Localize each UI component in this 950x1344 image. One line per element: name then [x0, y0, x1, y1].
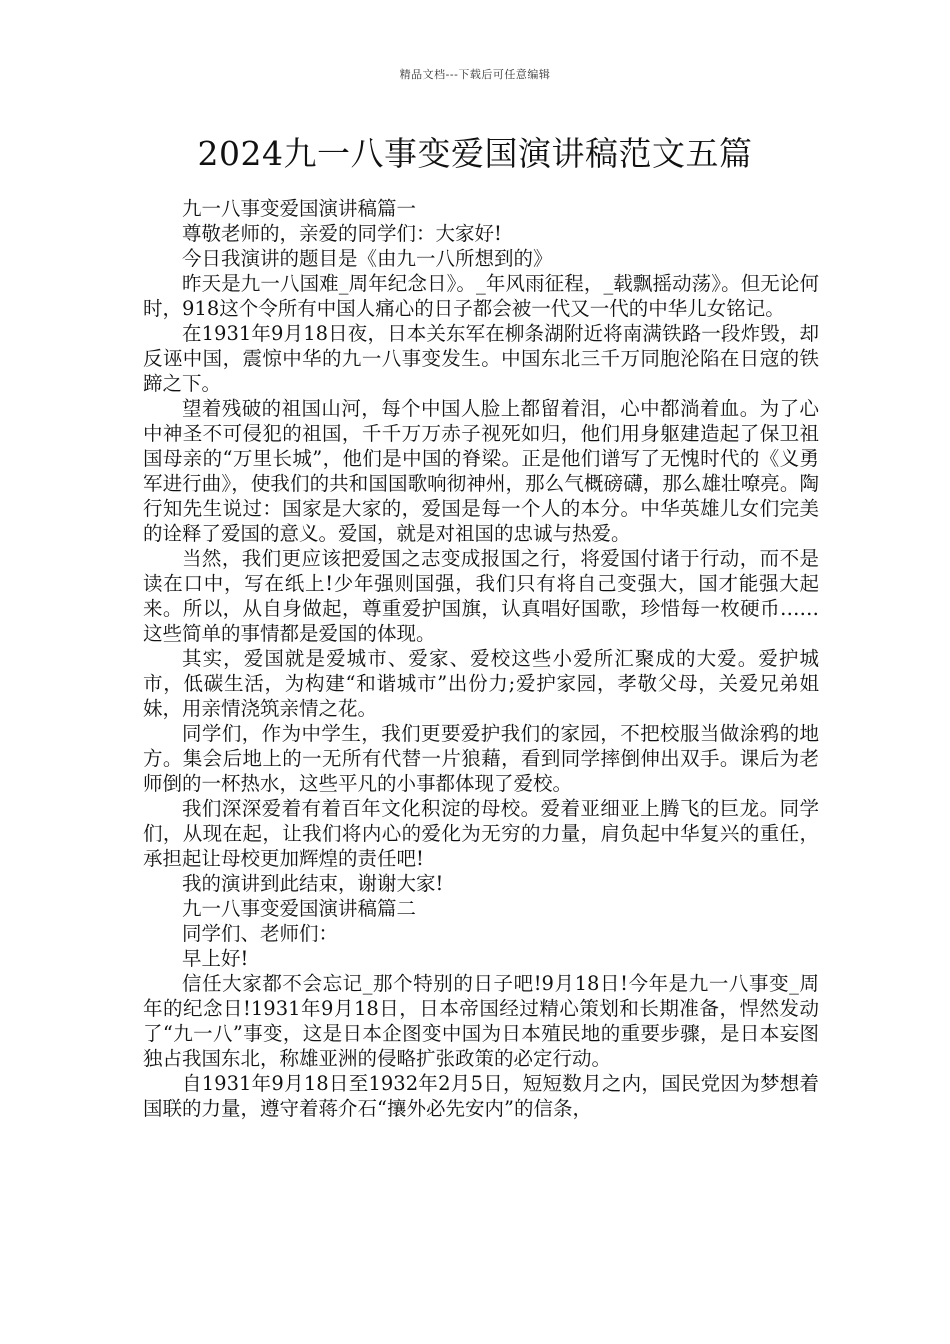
- paragraph: 信任大家都不会忘记_那个特别的日子吧!9月18日!今年是九一八事变_周年的纪念日!1931年9月18日，日本帝国经过精心策划和长期准备，悍然发动了“九一八”事变，这是日本企图变中国为日本殖民地的重要步骤，是日本妄图独占我国东北，称雄亚洲的侵略扩张政策的必定行动。: [143, 972, 819, 1070]
- page-header: 精品文档---下载后可任意编辑: [399, 68, 551, 81]
- paragraph: 我们深深爱着有着百年文化积淀的母校。爱着亚细亚上腾飞的巨龙。同学们，从现在起，让我们将内心的爱化为无穷的力量，肩负起中华复兴的重任，承担起让母校更加辉煌的责任吧!: [143, 797, 819, 870]
- paragraph: 同学们，作为中学生，我们更要爱护我们的家园，不把校服当做涂鸦的地方。集会后地上的一无所有代替一片狼藉，看到同学摔倒伸出双手。课后为老师倒的一杯热水，这些平凡的小事都体现了爱校。: [143, 722, 819, 795]
- paragraph: 当然，我们更应该把爱国之志变成报国之行，将爱国付诸于行动，而不是读在口中，写在纸上!少年强则国强，我们只有将自己变强大，国才能强大起来。所以，从自身做起，尊重爱护国旗，认真唱好国歌，珍惜每一枚硬币……这些简单的事情都是爱国的体现。: [143, 547, 819, 645]
- paragraph-greeting: 尊敬老师的，亲爱的同学们：大家好!: [182, 222, 502, 245]
- paragraph-closing: 我的演讲到此结束，谢谢大家!: [182, 872, 444, 895]
- document-body: [143, 196, 819, 1121]
- paragraph-salutation: 同学们、老师们：: [182, 922, 339, 945]
- document-title: 2024九一八事变爱国演讲稿范文五篇: [197, 134, 753, 173]
- paragraph-section-heading-1: 九一八事变爱国演讲稿篇一: [182, 197, 417, 220]
- paragraph: 其实，爱国就是爱城市、爱家、爱校这些小爱所汇聚成的大爱。爱护城市，低碳生活，为构建“和谐城市”出份力;爱护家园，孝敬父母，关爱兄弟姐妹，用亲情浇筑亲情之花。: [143, 647, 819, 720]
- paragraph-section-heading-2: 九一八事变爱国演讲稿篇二: [182, 897, 417, 920]
- paragraph-speech-topic: 今日我演讲的题目是《由九一八所想到的》: [182, 247, 553, 270]
- paragraph: 望着残破的祖国山河，每个中国人脸上都留着泪，心中都淌着血。为了心中神圣不可侵犯的祖国，千千万万赤子视死如归，他们用身躯建造起了保卫祖国母亲的“万里长城”，他们是中国的脊梁。正是他们谱写了无愧时代的《义勇军进行曲》，使我们的共和国国歌响彻神州，那么气概磅礴，那么雄壮嘹亮。陶行知先生说过：国家是大家的，爱国是每一个人的本分。中华英雄儿女们完美的诠释了爱国的意义。爱国，就是对祖国的忠诚与热爱。: [143, 397, 819, 545]
- paragraph: 昨天是九一八国难_周年纪念日》。_年风雨征程，_载飘摇动荡》。但无论何时，918这个令所有中国人痛心的日子都会被一代又一代的中华儿女铭记。: [143, 272, 819, 320]
- paragraph-greeting: 早上好!: [182, 947, 249, 970]
- paragraph: 在1931年9月18日夜，日本关东军在柳条湖附近将南满铁路一段炸毁，却反诬中国，震惊中华的九一八事变发生。中国东北三千万同胞沦陷在日寇的铁蹄之下。: [143, 322, 819, 395]
- paragraph: 自1931年9月18日至1932年2月5日，短短数月之内，国民党因为梦想着国联的力量，遵守着蒋介石“攘外必先安内”的信条，: [143, 1072, 819, 1120]
